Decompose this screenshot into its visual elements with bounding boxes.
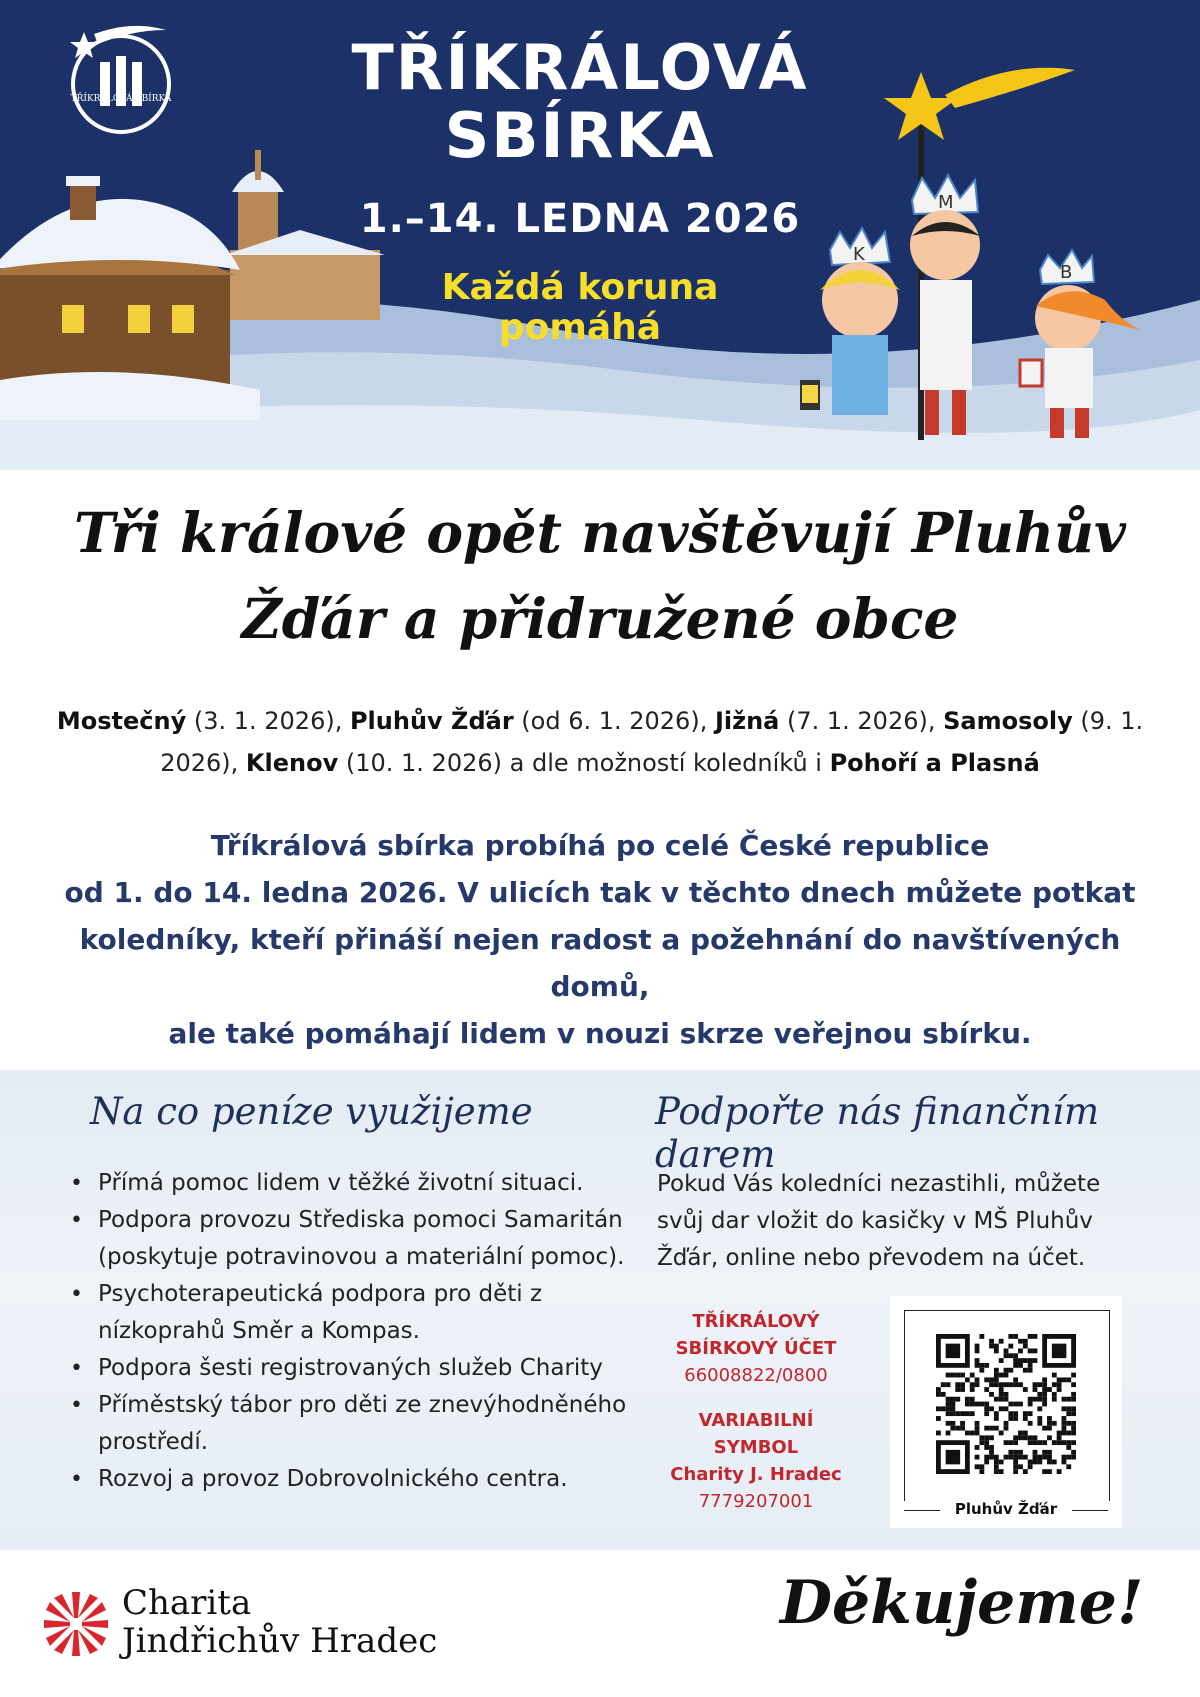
banner-title-line2: SBÍRKA — [444, 99, 716, 172]
intro-line1: Tříkrálová sbírka probíhá po celé České republice — [210, 829, 990, 862]
account-label: TŘÍKRÁLOVÝ — [692, 1311, 820, 1332]
list-item: • Podpora provozu Střediska pomoci Samaritán (poskytuje potravinovou a materiální pomoc). — [62, 1202, 642, 1276]
village-name: Samosoly — [943, 707, 1073, 735]
intro-line4: ale také pomáhají lidem v nouzi skrze veřejnou sbírku. — [168, 1017, 1032, 1050]
variable-symbol-label: SYMBOL — [713, 1437, 799, 1458]
banner-slogan — [380, 268, 780, 348]
village-date: (10. 1. 2026) a dle možností koledníků i — [338, 749, 830, 777]
crown-letter-m: M — [938, 192, 954, 213]
list-item: • Příměstský tábor pro děti ze znevýhodněného prostředí. — [62, 1387, 642, 1461]
banner-title-line1: TŘÍKRÁLOVÁ — [351, 31, 809, 104]
village-name: Mostečný — [56, 707, 187, 735]
charity-cross-icon — [42, 1590, 110, 1658]
header-banner — [0, 0, 1200, 470]
list-item: • Rozvoj a provoz Dobrovolnického centra. — [62, 1461, 642, 1498]
variable-symbol-label: Charity J. Hradec — [670, 1464, 842, 1485]
village-date: (od 6. 1. 2026), — [513, 707, 715, 735]
headline-line1: Tři králové opět navštěvují Pluhův — [73, 500, 1127, 565]
charity-name — [122, 1584, 437, 1660]
crown-letter-k: K — [853, 244, 865, 265]
thanks-text: Děkujeme! — [780, 1568, 1144, 1638]
village-date: (9. 1. 2026), — [160, 707, 1144, 777]
logo-label: TŘÍKRÁLOVÁ SBÍRKA — [70, 94, 172, 104]
qr-code-card[interactable] — [890, 1296, 1122, 1528]
uses-list — [62, 1165, 642, 1498]
qr-code[interactable] — [936, 1334, 1076, 1474]
account-number: 66008822/0800 — [684, 1365, 828, 1386]
village-date: (3. 1. 2026), — [186, 707, 350, 735]
account-info — [650, 1308, 862, 1515]
banner-title — [330, 31, 830, 172]
uses-title: Na co peníze využijeme — [90, 1090, 533, 1133]
variable-symbol-label: VARIABILNÍ — [698, 1410, 814, 1431]
main-headline — [60, 490, 1140, 662]
intro-line3: koledníky, kteří přináší nejen radost a požehnání do navštívených domů, — [79, 923, 1121, 1003]
tkz-logo — [62, 22, 180, 140]
variable-symbol-number: 7779207001 — [698, 1491, 814, 1512]
donate-title: Podpořte nás finančním darem — [655, 1090, 1100, 1176]
list-item: • Přímá pomoc lidem v těžké životní situaci. — [62, 1165, 642, 1202]
village-name: Jižná — [714, 707, 780, 735]
charity-name-line2: Jindřichův Hradec — [122, 1621, 438, 1661]
village-date: (7. 1. 2026), — [779, 707, 944, 735]
slogan-line2: pomáhá — [498, 307, 662, 348]
intro-paragraph — [40, 822, 1160, 1057]
village-name: Klenov — [245, 749, 339, 777]
headline-line2: Žďár a přidružené obce — [241, 586, 959, 651]
account-label: SBÍRKOVÝ ÚČET — [675, 1338, 837, 1359]
charity-name-line1: Charita — [122, 1583, 252, 1623]
crown-letter-b: B — [1060, 262, 1073, 283]
qr-caption: Pluhův Žďár — [890, 1500, 1122, 1518]
village-name: Pluhův Žďár — [349, 707, 514, 735]
slogan-line1: Každá koruna — [441, 267, 719, 308]
list-item: • Psychoterapeutická podpora pro děti z nízkoprahů Směr a Kompas. — [62, 1276, 642, 1350]
village-name: Pohoří a Plasná — [829, 749, 1040, 777]
village-schedule — [40, 700, 1160, 784]
donate-text: Pokud Vás koledníci nezastihli, můžete svůj dar vložit do kasičky v MŠ Pluhův Žďár, online nebo převodem na účet. — [657, 1171, 1101, 1271]
list-item: • Podpora šesti registrovaných služeb Charity — [62, 1350, 642, 1387]
intro-line2: od 1. do 14. ledna 2026. V ulicích tak v těchto dnech můžete potkat — [64, 876, 1136, 909]
banner-date: 1.–14. LEDNA 2026 — [359, 196, 801, 242]
